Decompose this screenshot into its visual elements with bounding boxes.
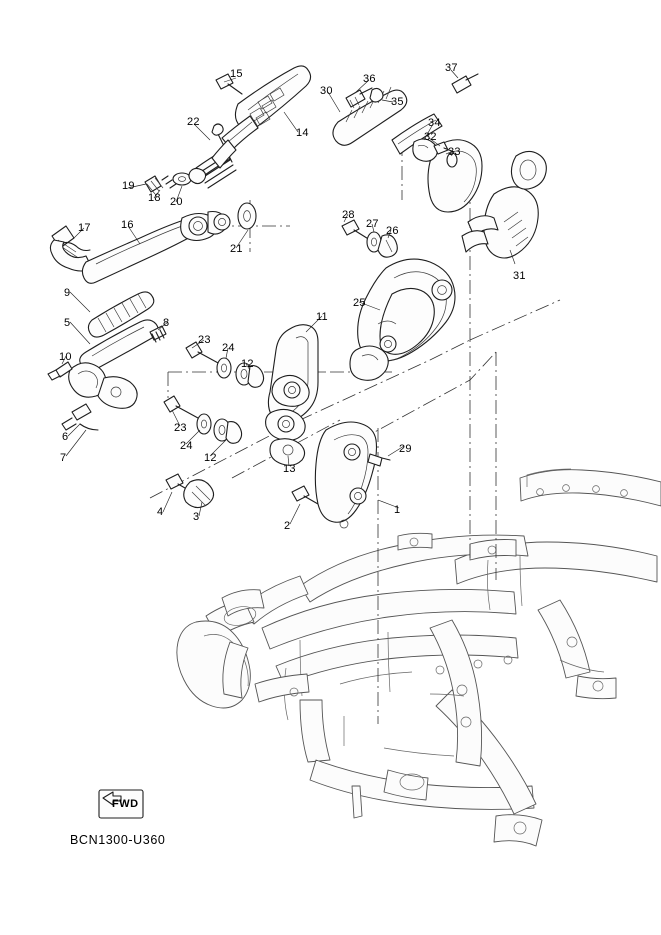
callout-34: 34 bbox=[428, 117, 441, 129]
callout-3: 3 bbox=[193, 511, 200, 523]
callout-5: 5 bbox=[64, 317, 71, 329]
callout-12-upper: 12 bbox=[241, 358, 254, 370]
callout-32: 32 bbox=[424, 131, 437, 143]
callout-7: 7 bbox=[60, 452, 67, 464]
callout-6: 6 bbox=[62, 431, 69, 443]
callout-24-lower: 24 bbox=[180, 440, 193, 452]
passenger-footrest-right bbox=[333, 87, 546, 258]
callout-12-lower: 12 bbox=[204, 452, 217, 464]
callout-21: 21 bbox=[230, 243, 243, 255]
callout-24-upper: 24 bbox=[222, 342, 235, 354]
callout-14: 14 bbox=[296, 127, 309, 139]
callout-22: 22 bbox=[187, 116, 200, 128]
callout-26: 26 bbox=[386, 225, 399, 237]
lower-fasteners bbox=[166, 474, 318, 508]
callout-36: 36 bbox=[363, 73, 376, 85]
callout-13: 13 bbox=[283, 463, 296, 475]
callout-19: 19 bbox=[122, 180, 135, 192]
callout-9: 9 bbox=[64, 287, 71, 299]
callout-25: 25 bbox=[353, 297, 366, 309]
callout-35: 35 bbox=[391, 96, 404, 108]
callout-37: 37 bbox=[445, 62, 458, 74]
callout-28: 28 bbox=[342, 209, 355, 221]
callout-27: 27 bbox=[366, 218, 379, 230]
callout-2: 2 bbox=[284, 520, 291, 532]
callout-29: 29 bbox=[399, 443, 412, 455]
callout-31: 31 bbox=[513, 270, 526, 282]
callout-8: 8 bbox=[163, 317, 170, 329]
right-bracket bbox=[350, 259, 455, 380]
callout-23-upper: 23 bbox=[198, 334, 211, 346]
callout-1: 1 bbox=[394, 504, 401, 516]
callout-23-lower: 23 bbox=[174, 422, 187, 434]
fwd-label: FWD bbox=[112, 798, 139, 810]
callout-10: 10 bbox=[59, 351, 72, 363]
callout-33: 33 bbox=[448, 146, 461, 158]
callout-30: 30 bbox=[320, 85, 333, 97]
callout-18: 18 bbox=[148, 192, 161, 204]
motorcycle-frame-outline bbox=[177, 469, 661, 846]
callout-4: 4 bbox=[157, 506, 164, 518]
callout-17: 17 bbox=[78, 222, 91, 234]
callout-20: 20 bbox=[170, 196, 183, 208]
diagram-code: BCN1300-U360 bbox=[70, 833, 166, 847]
callout-15: 15 bbox=[230, 68, 243, 80]
callout-11: 11 bbox=[316, 311, 328, 323]
callout-16: 16 bbox=[121, 219, 134, 231]
